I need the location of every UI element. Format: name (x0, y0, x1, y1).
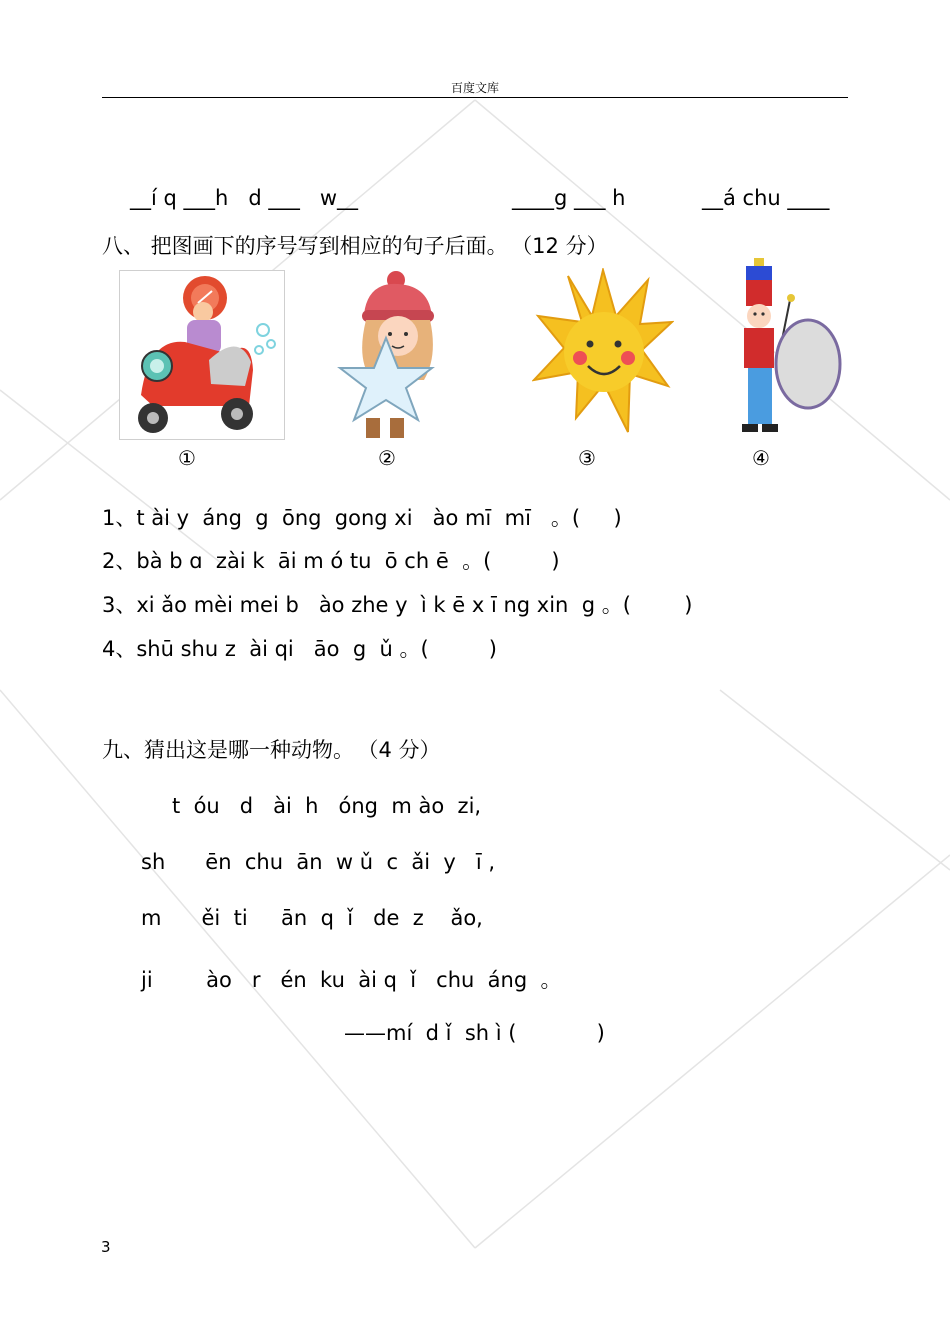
fill-in-blank: ____g ___ h (512, 186, 626, 210)
picture-label: ① (178, 446, 196, 470)
riddle-answer: ——mí d ǐ sh ì ( ) (344, 1021, 605, 1045)
toy-drummer-icon (738, 256, 844, 440)
section-9-title: 九、猜出这是哪一种动物。 (102, 738, 354, 762)
picture-label: ② (378, 446, 396, 470)
picture-label: ③ (578, 446, 596, 470)
pinyin-sentence: 3、xi ǎo mèi mei b ào zhe y ì k ē x ī ng xin g 。( ) (102, 593, 693, 617)
section-8-score: （12 分） (521, 234, 608, 258)
riddle-line: ji ào r én ku ài q ǐ chu áng 。 (141, 968, 562, 992)
riddle-line: m ěi ti ān q ǐ de z ǎo, (141, 906, 483, 930)
fill-in-blank: __á chu ____ (702, 186, 830, 210)
child-on-scooter-icon (119, 270, 285, 440)
document-header-title: 百度文库 (450, 81, 499, 95)
pinyin-sentence: 2、bà b ɑ zài k āi m ó tu ō ch ē 。( ) (102, 549, 560, 573)
header-divider (102, 97, 848, 98)
section-9-heading (102, 734, 441, 764)
smiling-sun-icon (532, 268, 674, 434)
page-number: 3 (101, 1238, 111, 1256)
section-8-heading (102, 230, 608, 260)
riddle-line: t óu d ài h óng m ào zi, (172, 794, 482, 818)
pinyin-sentence: 1、t ài y áng g ōng gong xi ào mī mī 。( ) (102, 506, 622, 530)
section-9-score: （4 分） (368, 738, 441, 762)
fill-in-blank: __í q ___h d ___ w__ (130, 186, 359, 210)
section-8-title: 八、 把图画下的序号写到相应的句子后面。 (102, 234, 508, 258)
girl-holding-star-icon (326, 270, 452, 442)
riddle-line: sh ēn chu ān w ǔ c ǎi y ī , (141, 850, 496, 874)
pinyin-sentence: 4、shū shu z ài qi āo g ǔ 。( ) (102, 637, 497, 661)
picture-label: ④ (752, 446, 770, 470)
